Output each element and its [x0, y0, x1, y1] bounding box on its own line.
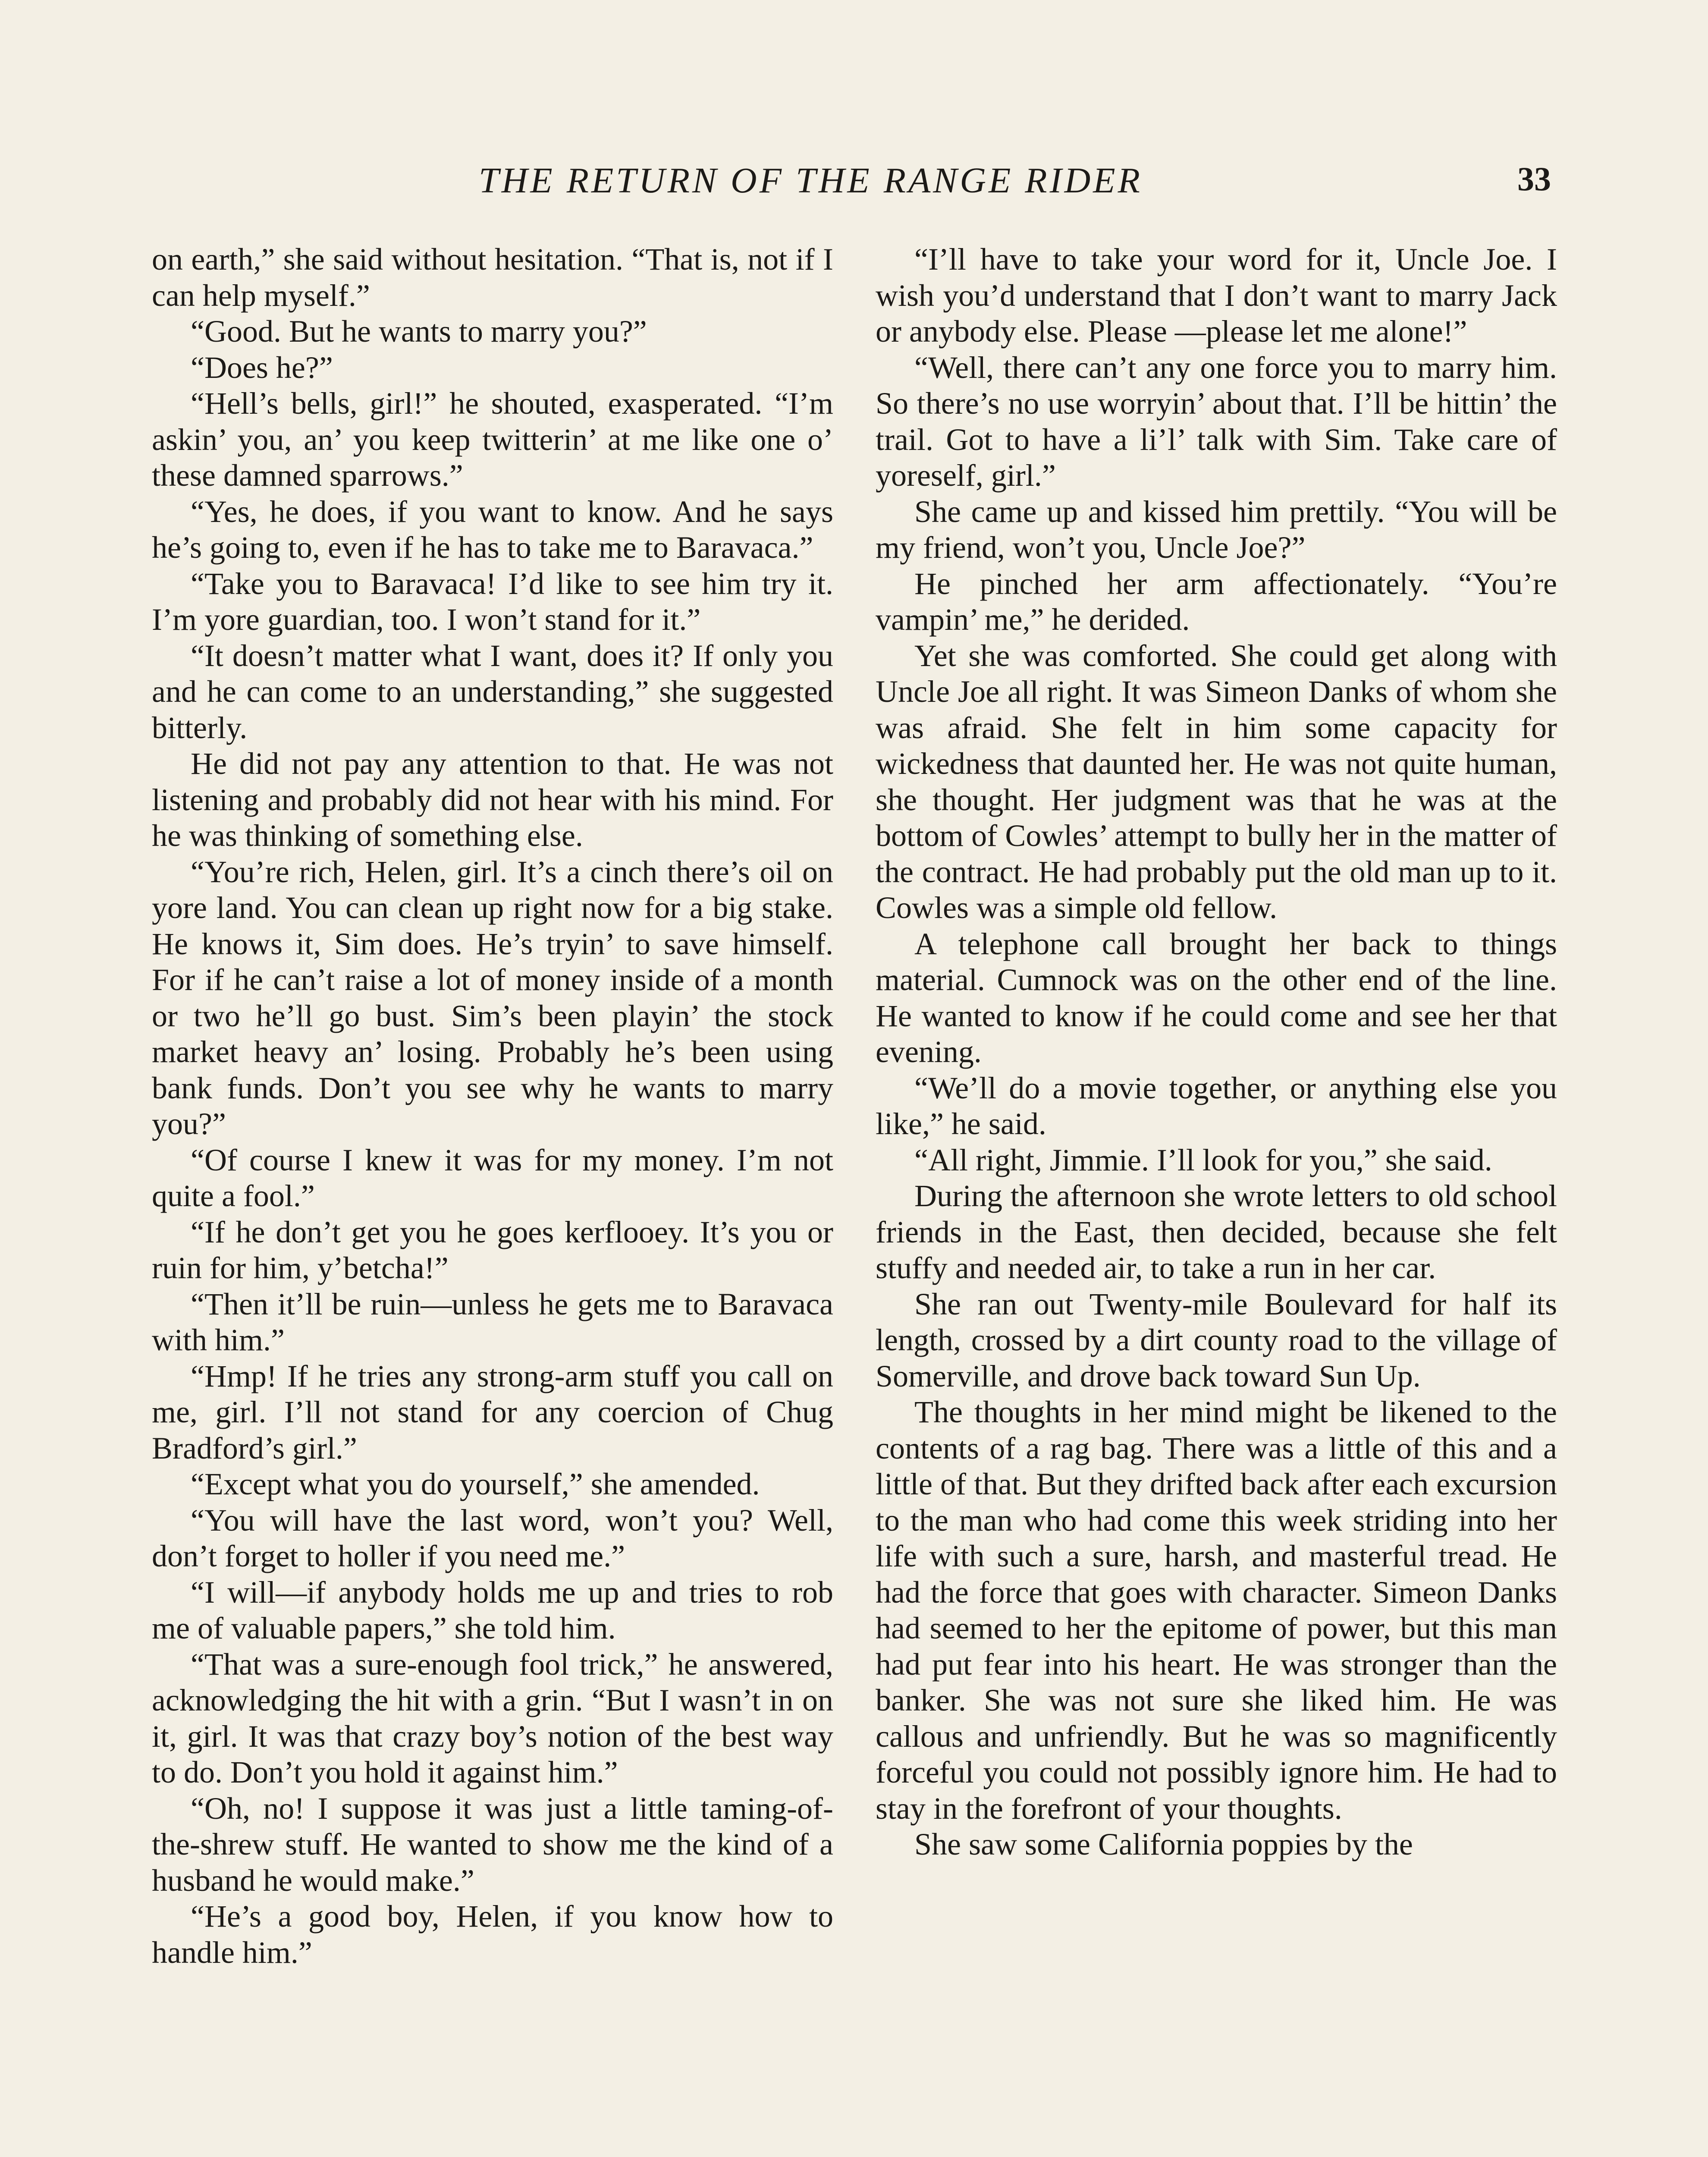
paragraph: “If he don’t get you he goes kerflooey. It’s you or ruin for him, y’betcha!”: [152, 1214, 833, 1285]
paragraph: “Hmp! If he tries any strong-arm stuff you call on me, girl. I’ll not stand for any coercion of Chug Bradford’s girl.”: [152, 1358, 833, 1465]
paragraph: “That was a sure-enough fool trick,” he answered, acknowledging the hit with a grin. “But I wasn’t in on it, girl. It was that crazy boy’s notion of the best way to do. Don’t you hold it against him.”: [152, 1647, 833, 1789]
paragraph: “You will have the last word, won’t you? Well, don’t forget to holler if you need me.”: [152, 1503, 833, 1573]
paragraph: He pinched her arm affectionately. “You’re vampin’ me,” he derided.: [876, 566, 1557, 637]
paragraph: He did not pay any attention to that. He was not listening and probably did not hear with his mind. For he was thinking of something else.: [152, 746, 833, 853]
paragraph: “Yes, he does, if you want to know. And he says he’s going to, even if he has to take me to Baravaca.”: [152, 494, 833, 565]
paragraph: “Does he?”: [191, 350, 333, 385]
paragraph: on earth,” she said without hesitation. “That is, not if I can help myself.”: [152, 242, 833, 313]
paragraph: A telephone call brought her back to things material. Cumnock was on the other end of the line. He wanted to know if he could come and see her that evening.: [876, 926, 1557, 1069]
paragraph: “I’ll have to take your word for it, Uncle Joe. I wish you’d understand that I don’t want to marry Jack or anybody else. Please —please let me alone!”: [876, 242, 1557, 349]
left-column: [152, 242, 833, 1971]
running-title: THE RETURN OF THE RANGE RIDER: [479, 160, 1143, 201]
right-column: [876, 242, 1557, 1863]
paragraph: “Well, there can’t any one force you to marry him. So there’s no use worryin’ about that. I’ll be hittin’ the trail. Got to have a li’l’ talk with Sim. Take care of yoreself, girl.”: [876, 350, 1557, 493]
paragraph: Yet she was comforted. She could get along with Uncle Joe all right. It was Simeon Danks of whom she was afraid. She felt in him some capacity for wickedness that daunted her. He was not quite human, she thought. Her judgment was that he was at the bottom of Cowles’ attempt to bully her in the matter of the contract. He had probably put the old man up to it. Cowles was a simple old fellow.: [876, 638, 1557, 925]
paragraph: The thoughts in her mind might be likened to the contents of a rag bag. There was a little of this and a little of that. But they drifted back after each excursion to the man who had come this week striding into her life with such a sure, harsh, and masterful tread. He had the force that goes with character. Simeon Danks had seemed to her the epitome of power, but this man had put fear into his heart. He was stronger than the banker. She was not sure she liked him. He was callous and unfriendly. But he was so magnificently forceful you could not possibly ignore him. He had to stay in the forefront of your thoughts.: [876, 1395, 1557, 1826]
paragraph: “Oh, no! I suppose it was just a little taming-of-the-shrew stuff. He wanted to show me the kind of a husband he would make.”: [152, 1791, 833, 1898]
paragraph: “He’s a good boy, Helen, if you know how to handle him.”: [152, 1899, 833, 1970]
paragraph: “I will—if anybody holds me up and tries to rob me of valuable papers,” she told him.: [152, 1575, 833, 1645]
paragraph: “It doesn’t matter what I want, does it? If only you and he can come to an understanding,” she suggested bitterly.: [152, 638, 833, 745]
paragraph: “Good. But he wants to marry you?”: [191, 314, 647, 349]
paragraph: She ran out Twenty-mile Boulevard for half its length, crossed by a dirt county road to the village of Somerville, and drove back toward Sun Up.: [876, 1286, 1557, 1393]
paragraph: “You’re rich, Helen, girl. It’s a cinch there’s oil on yore land. You can clean up right now for a big stake. He knows it, Sim does. He’s tryin’ to save himself. For if he can’t raise a lot of money inside of a month or two he’ll go bust. Sim’s been playin’ the stock market heavy an’ losing. Probably he’s been using bank funds. Don’t you see why he wants to marry you?”: [152, 854, 833, 1141]
paragraph: She came up and kissed him prettily. “You will be my friend, won’t you, Uncle Joe?”: [876, 494, 1557, 565]
paragraph: “Of course I knew it was for my money. I’m not quite a fool.”: [152, 1142, 833, 1213]
paragraph: “Except what you do yourself,” she amended.: [191, 1467, 760, 1501]
paragraph: “We’ll do a movie together, or anything else you like,” he said.: [876, 1070, 1557, 1141]
paragraph: “Then it’ll be ruin—unless he gets me to Baravaca with him.”: [152, 1286, 833, 1357]
paragraph: During the afternoon she wrote letters to old school friends in the East, then decided, because she felt stuffy and needed air, to take a run in her car.: [876, 1179, 1557, 1285]
paragraph: “Take you to Baravaca! I’d like to see him try it. I’m yore guardian, too. I won’t stand for it.”: [152, 566, 833, 637]
page-number: 33: [1517, 160, 1551, 198]
paragraph: “Hell’s bells, girl!” he shouted, exasperated. “I’m askin’ you, an’ you keep twitterin’ at me like one o’ these damned sparrows.”: [152, 386, 833, 493]
page-header: [0, 160, 1708, 211]
paragraph: “All right, Jimmie. I’ll look for you,” she said.: [914, 1142, 1492, 1177]
paragraph: She saw some California poppies by the: [914, 1827, 1413, 1861]
